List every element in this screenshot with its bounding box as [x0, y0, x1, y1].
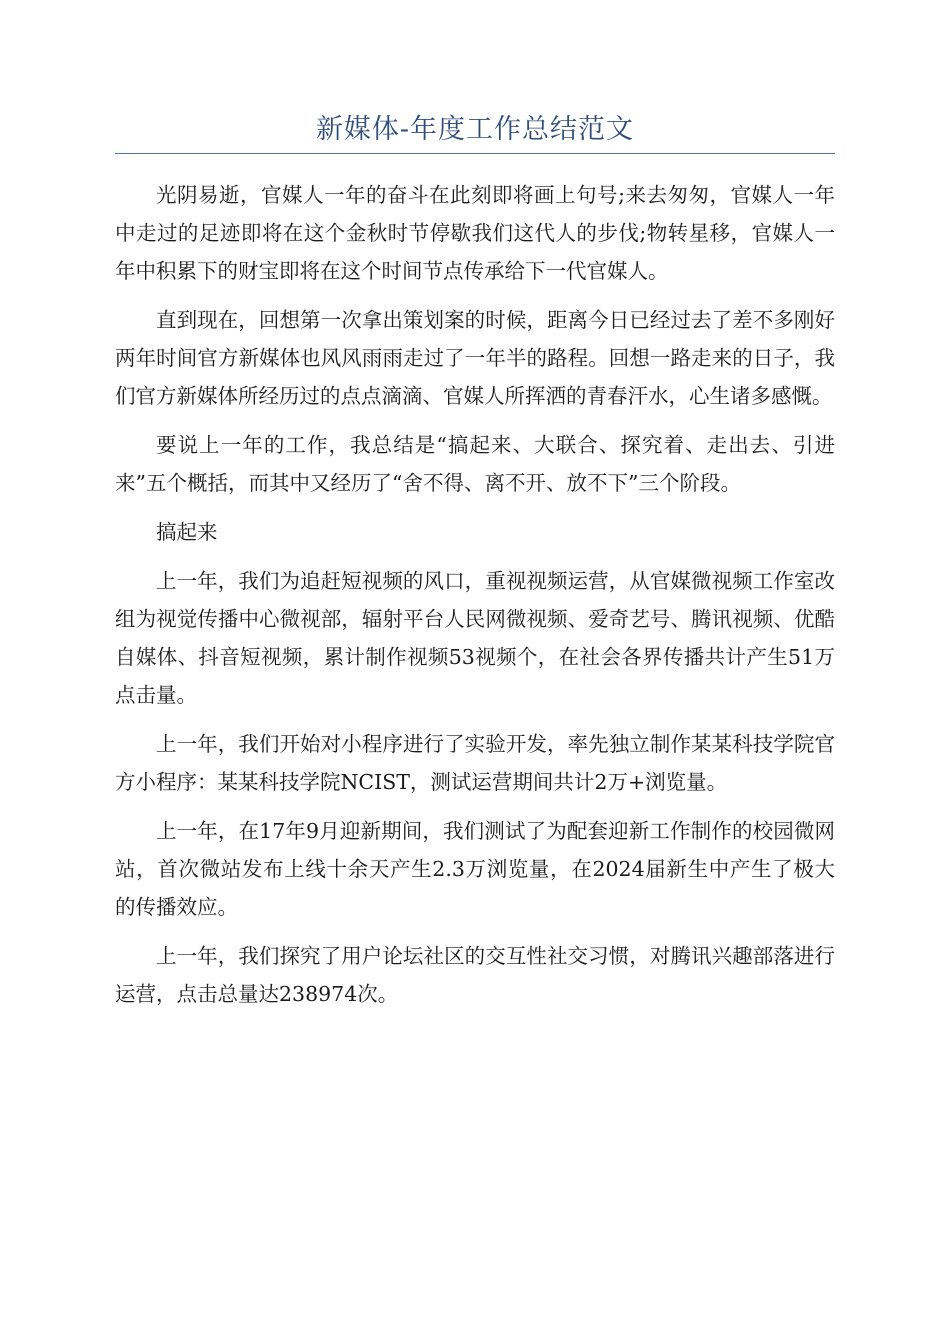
paragraph-short-video: 上一年，我们为追赶短视频的风口，重视视频运营，从官媒微视频工作室改组为视觉传播中心微视部，辐射平台人民网微视频、爱奇艺号、腾讯视频、优酷自媒体、抖音短视频，累计制作视频53视频个，在社会各界传播共计产生51万点击量。 [115, 569, 835, 707]
document-title: 新媒体-年度工作总结范文 [315, 114, 635, 145]
paragraph-recollection: 直到现在，回想第一次拿出策划案的时候，距离今日已经过去了差不多刚好两年时间官方新媒体也风风雨雨走过了一年半的路程。回想一路走来的日子，我们官方新媒体所经历过的点点滴滴、官媒人所挥洒的青春汗水，心生诸多感慨。 [115, 308, 835, 408]
paragraph-micro-site: 上一年，在17年9月迎新期间，我们测试了为配套迎新工作制作的校园微网站，首次微站发布上线十余天产生2.3万浏览量，在2024届新生中产生了极大的传播效应。 [115, 819, 835, 919]
paragraph-mini-program: 上一年，我们开始对小程序进行了实验开发，率先独立制作某某科技学院官方小程序：某某科技学院NCIST，测试运营期间共计2万+浏览量。 [115, 732, 835, 794]
document-body [115, 176, 835, 1024]
section-heading: 搞起来 [156, 520, 218, 544]
paragraph-summary: 要说上一年的工作，我总结是“搞起来、大联合、探究着、走出去、引进来”五个概括，而其中又经历了“舍不得、离不开、放不下”三个阶段。 [115, 433, 835, 495]
paragraph-intro: 光阴易逝，官媒人一年的奋斗在此刻即将画上句号;来去匆匆，官媒人一年中走过的足迹即将在这个金秋时节停歇我们这代人的步伐;物转星移，官媒人一年中积累下的财宝即将在这个时间节点传承给下一代官媒人。 [115, 183, 835, 283]
title-underline [115, 153, 835, 154]
paragraph-community: 上一年，我们探究了用户论坛社区的交互性社交习惯，对腾讯兴趣部落进行运营，点击总量达238974次。 [115, 944, 835, 1006]
